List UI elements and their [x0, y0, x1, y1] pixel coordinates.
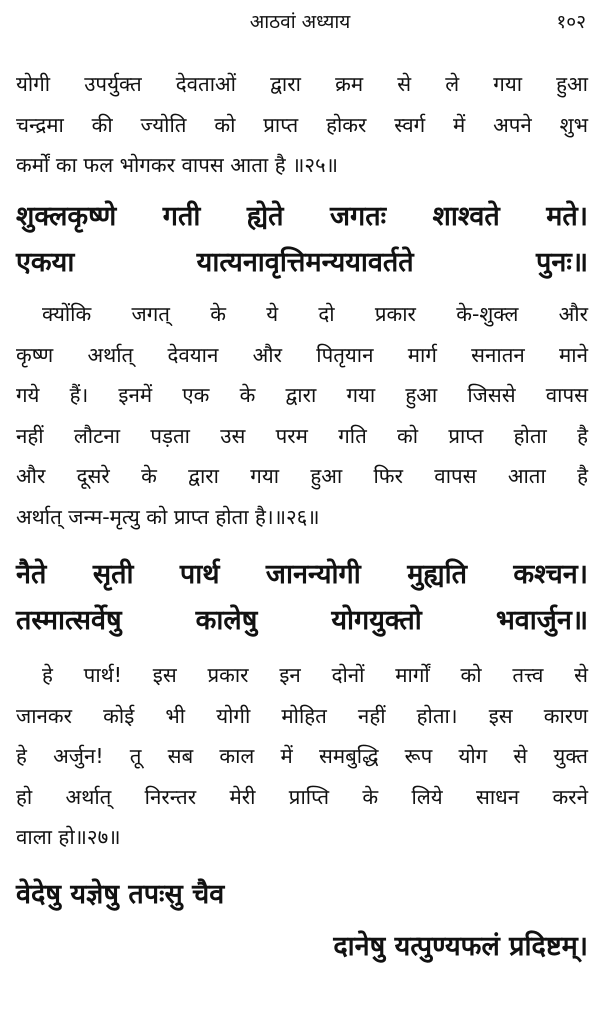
paragraph-26 [16, 294, 588, 537]
text-line: और दूसरे के द्वारा गया हुआ फिर वापस आता है [16, 464, 588, 488]
verse-line: एकया यात्यनावृत्तिमन्ययावर्तते पुनः॥ [16, 247, 588, 278]
page-number: १०२ [556, 11, 586, 33]
sanskrit-verse-26 [16, 194, 588, 286]
text-line: हे अर्जुन! तू सब काल में समबुद्धि रूप योग से युक्त [16, 744, 588, 768]
verse-line: तस्मात्सर्वेषु कालेषु योगयुक्तो भवार्जुन॥ [16, 605, 588, 636]
text-line: जानकर कोई भी योगी मोहित नहीं होता। इस कारण [16, 703, 588, 728]
verse-line: नैते सृती पार्थ जानन्योगी मुह्यति कश्चन। [16, 559, 588, 590]
sanskrit-verse-28 [16, 872, 588, 970]
text-line: वाला हो॥२७॥ [16, 825, 121, 849]
paragraph-27 [16, 655, 588, 858]
text-line: नहीं लौटना पड़ता उस परम गति को प्राप्त होता है [16, 423, 588, 448]
running-head: आठवां अध्याय [249, 11, 351, 33]
text-line: क्योंकि जगत् के ये दो प्रकार के-शुक्ल और [42, 302, 588, 326]
sanskrit-verse-27 [16, 552, 588, 644]
text-line: हो अर्थात् निरन्तर मेरी प्राप्ति के लिये साधन करने [16, 784, 588, 809]
verse-line: शुक्लकृष्णे गती ह्येते जगतः शाश्वते मते। [16, 201, 588, 232]
text-line: हे पार्थ! इस प्रकार इन दोनों मार्गों को तत्त्व से [42, 663, 588, 687]
text-line: योगी उपर्युक्त देवताओं द्वारा क्रम से ले गया हुआ [16, 72, 588, 96]
verse-line: दानेषु यत्पुण्यफलं प्रदिष्टम्। [333, 931, 588, 962]
verse-line: वेदेषु यज्ञेषु तपःसु चैव [16, 879, 225, 910]
text-line: गये हैं। इनमें एक के द्वारा गया हुआ जिससे वापस [16, 383, 588, 407]
text-line: अर्थात् जन्म-मृत्यु को प्राप्त होता है।॥२६॥ [16, 504, 320, 529]
text-line: कृष्ण अर्थात् देवयान और पितृयान मार्ग सनातन माने [16, 342, 588, 367]
text-line: चन्द्रमा की ज्योति को प्राप्त होकर स्वर्ग में अपने शुभ [16, 112, 588, 137]
text-line: कर्मों का फल भोगकर वापस आता है ॥२५॥ [16, 153, 338, 177]
page-header [0, 6, 600, 36]
paragraph-25 [16, 64, 588, 186]
